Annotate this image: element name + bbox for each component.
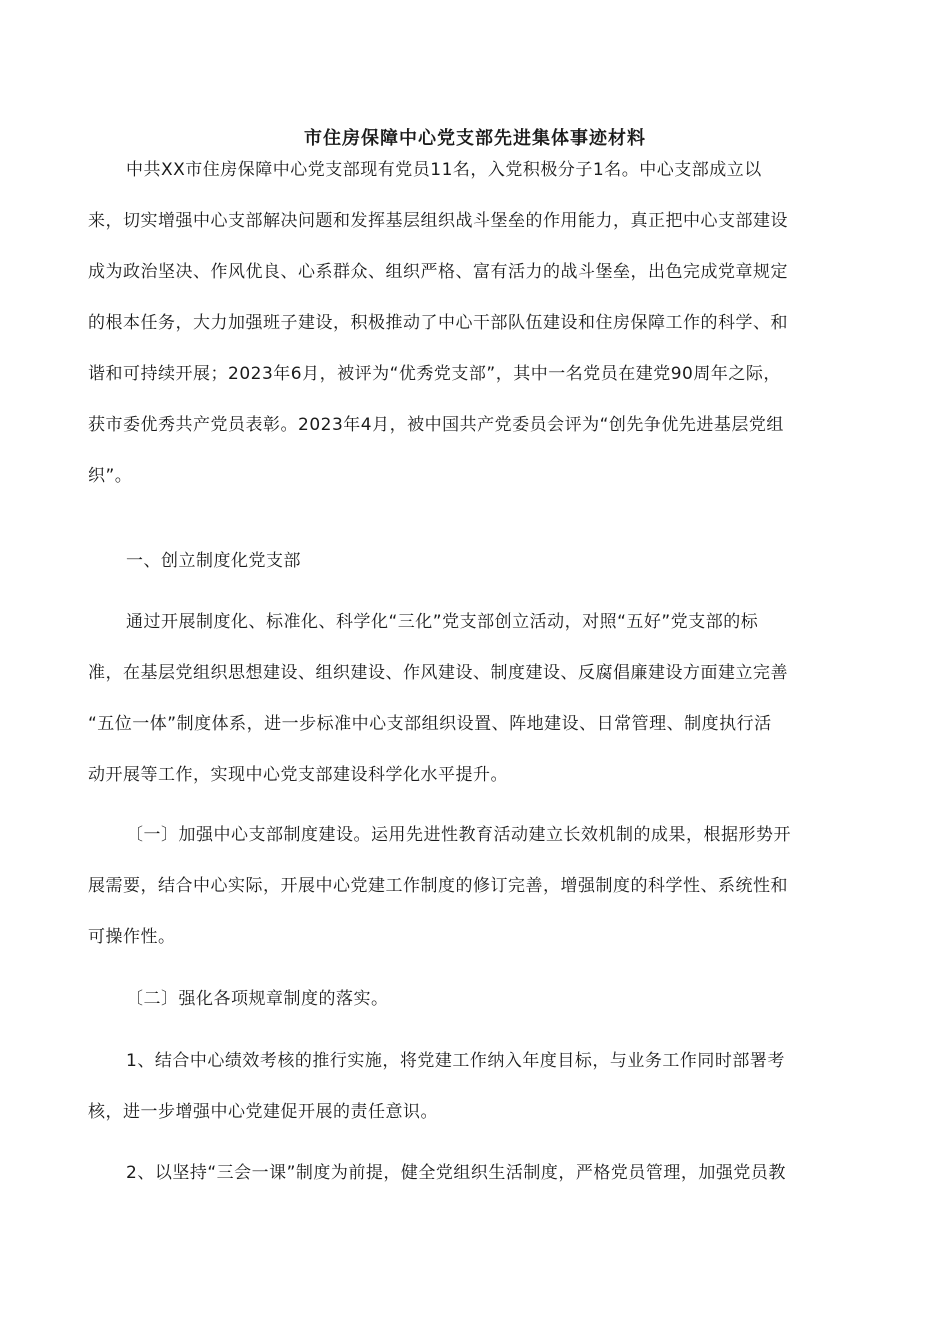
document-title: 市住房保障中心党支部先进集体事迹材料 bbox=[304, 128, 646, 149]
text-line: 核，进一步增强中心党建促开展的责任意识。 bbox=[88, 1102, 438, 1122]
text-line: 准，在基层党组织思想建设、组织建设、作风建设、制度建设、反腐倡廉建设方面建立完善 bbox=[88, 663, 788, 683]
text-line: 成为政治坚决、作风优良、心系群众、组织严格、富有活力的战斗堡垒，出色完成党章规定 bbox=[88, 262, 788, 282]
text-line: 谐和可持续开展；2023年6月，被评为“优秀党支部”，其中一名党员在建党90周年之际， bbox=[88, 364, 781, 384]
text-line: “五位一体”制度体系，进一步标准中心支部组织设置、阵地建设、日常管理、制度执行活 bbox=[88, 714, 772, 734]
text-line: 2、以坚持“三会一课”制度为前提，健全党组织生活制度，严格党员管理，加强党员教 bbox=[126, 1163, 786, 1183]
text-line: 中共XX市住房保障中心党支部现有党员11名，入党积极分子1名。中心支部成立以 bbox=[126, 160, 762, 180]
text-line: 的根本任务，大力加强班子建设，积极推动了中心干部队伍建设和住房保障工作的科学、和 bbox=[88, 313, 788, 333]
text-line: 〔一〕加强中心支部制度建设。运用先进性教育活动建立长效机制的成果，根据形势开 bbox=[126, 825, 791, 845]
text-line: 动开展等工作，实现中心党支部建设科学化水平提升。 bbox=[88, 765, 508, 785]
document-page: 市住房保障中心党支部先进集体事迹材料 中共XX市住房保障中心党支部现有党员11名，入党积极分子1名。中心支部成立以 来，切实增强中心支部解决问题和发挥基层组织战斗堡垒的作用能力，真正把中心支部建设 成为政治坚决、作风优良、心系群众、组织严格、富有活力的战斗堡垒，出色完成党章规定 的根本任务，大力加强班子建设，积极推动了中心干部队伍建设和住房保障工作的科学、和 谐和可持续开展；2023年6月，被评为“优秀党支部”，其中一名党员在建党90周年之际， 获市委优秀共产党员表彰。2023年4月，被中国共产党委员会评为“创先争优先进基层党组 织”。 一、创立制度化党支部 通过开展制度化、标准化、科学化“三化”党支部创立活动，对照“五好”党支部的标 准，在基层党组织思想建设、组织建设、作风建设、制度建设、反腐倡廉建设方面建立完善 “五位一体”制度体系，进一步标准中心支部组织设置、阵地建设、日常管理、制度执行活 动开展等工作，实现中心党支部建设科学化水平提升。 〔一〕加强中心支部制度建设。运用先进性教育活动建立长效机制的成果，根据形势开 展需要，结合中心实际，开展中心党建工作制度的修订完善，增强制度的科学性、系统性和 可操作性。 〔二〕强化各项规章制度的落实。 1、结合中心绩效考核的推行实施，将党建工作纳入年度目标，与业务工作同时部署考 核，进一步增强中心党建促开展的责任意识。 2、以坚持“三会一课”制度为前提，健全党组织生活制度，严格党员管理，加强党员教 bbox=[0, 0, 950, 1344]
text-line: 通过开展制度化、标准化、科学化“三化”党支部创立活动，对照“五好”党支部的标 bbox=[126, 612, 759, 632]
text-line: 1、结合中心绩效考核的推行实施，将党建工作纳入年度目标，与业务工作同时部署考 bbox=[126, 1051, 785, 1071]
text-line: 展需要，结合中心实际，开展中心党建工作制度的修订完善，增强制度的科学性、系统性和 bbox=[88, 876, 788, 896]
text-line: 获市委优秀共产党员表彰。2023年4月，被中国共产党委员会评为“创先争优先进基层党组 bbox=[88, 415, 784, 435]
text-line: 可操作性。 bbox=[88, 927, 176, 947]
text-line: 织”。 bbox=[88, 466, 133, 486]
text-line: 来，切实增强中心支部解决问题和发挥基层组织战斗堡垒的作用能力，真正把中心支部建设 bbox=[88, 211, 788, 231]
